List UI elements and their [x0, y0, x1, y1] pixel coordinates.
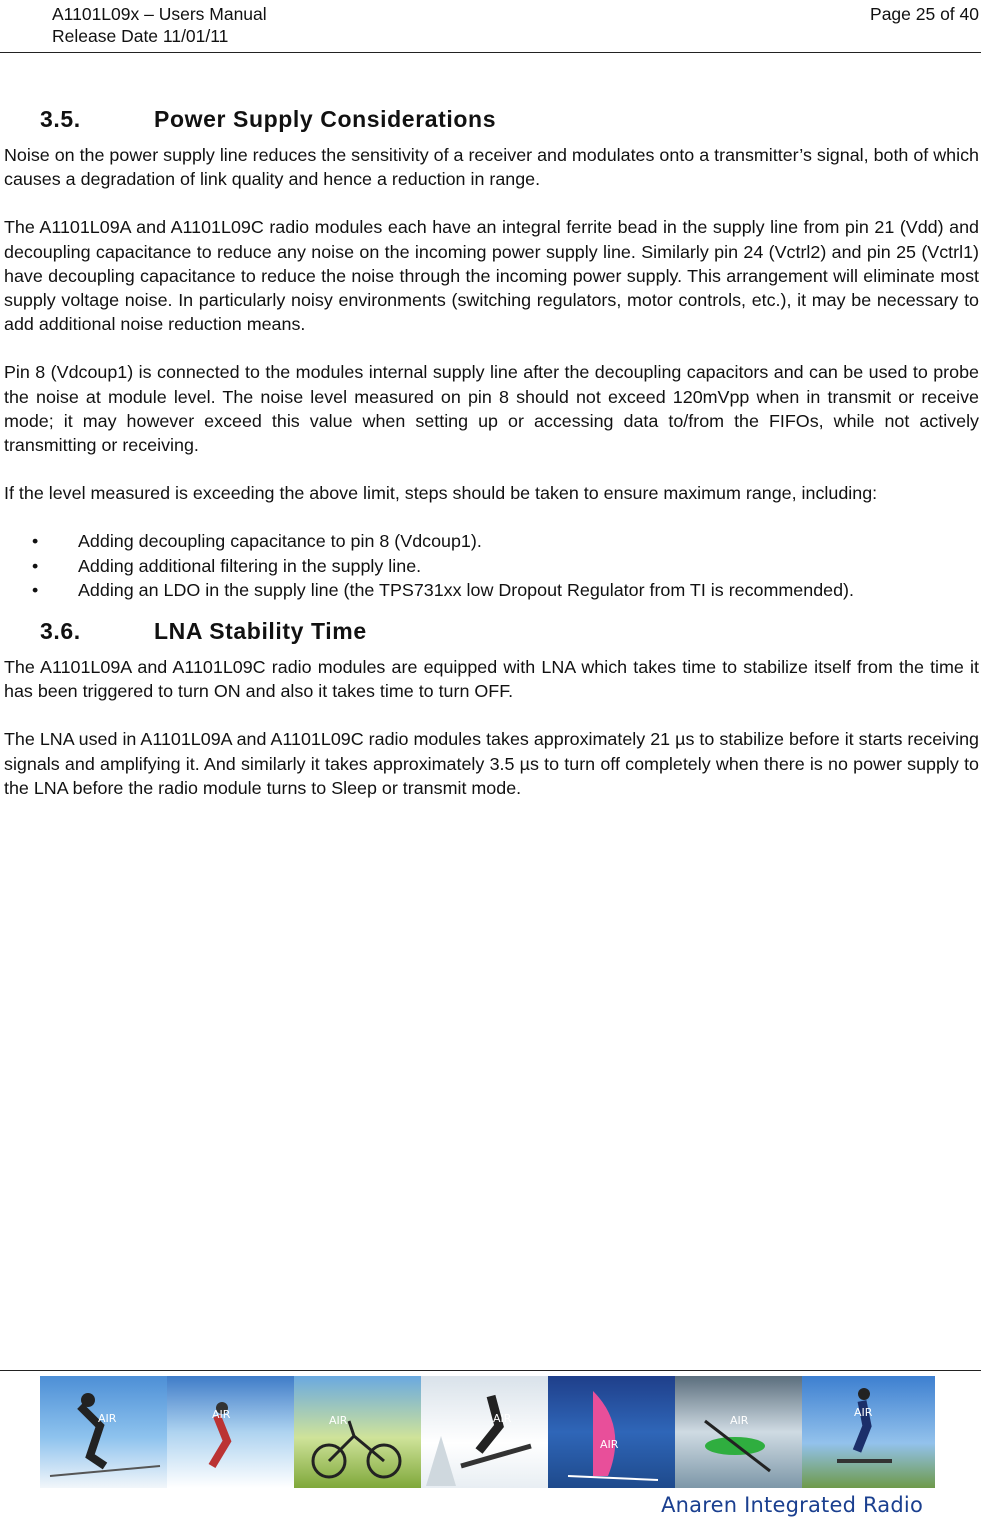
snowboarder-figure-icon — [421, 1376, 548, 1488]
bullet-icon: • — [32, 579, 39, 600]
list-item: • Adding additional filtering in the supply line. — [4, 554, 979, 578]
paragraph: If the level measured is exceeding the above limit, steps should be taken to ensure maximum range, including: — [4, 483, 878, 504]
section-heading-3-6 — [4, 616, 979, 646]
air-logo-text: AIR — [493, 1412, 512, 1425]
footer-banner — [40, 1376, 935, 1488]
banner-photo-snow-skier — [167, 1376, 294, 1488]
list-item: • Adding an LDO in the supply line (the TPS731xx low Dropout Regulator from TI is recommended). — [4, 578, 979, 602]
manual-title: A1101L09x – Users Manual — [52, 4, 267, 24]
paragraph: Noise on the power supply line reduces the sensitivity of a receiver and modulates onto a transmitter’s signal, both of which causes a degradation of link quality and hence a reduction in range. — [4, 145, 979, 190]
windsurf-sail-icon — [548, 1376, 675, 1488]
section-number: 3.5. — [40, 106, 81, 132]
skateboarder-figure-icon — [802, 1376, 935, 1488]
air-logo-text: AIR — [854, 1406, 873, 1419]
paragraph: The A1101L09A and A1101L09C radio modules are equipped with LNA which takes time to stabilize itself from the time it has been triggered to turn ON and also it takes time to turn OFF. — [4, 657, 979, 702]
section-title: Power Supply Considerations — [154, 106, 497, 132]
skier-figure-icon — [40, 1376, 167, 1488]
air-logo-text: AIR — [730, 1414, 749, 1427]
footer-divider — [0, 1370, 981, 1371]
banner-photo-skier — [40, 1376, 167, 1488]
banner-photo-skateboarder — [802, 1376, 935, 1488]
page-number: Page 25 of 40 — [870, 4, 979, 24]
header-left — [52, 3, 267, 47]
skier-figure-icon — [167, 1376, 294, 1488]
page-content — [4, 104, 979, 800]
section-number: 3.6. — [40, 618, 81, 645]
bicycle-icon — [294, 1376, 421, 1488]
paragraph: The A1101L09A and A1101L09C radio modules each have an integral ferrite bead in the supply line from pin 21 (Vdd) and decoupling capacitance to reduce any noise on the incoming power supply line. Similarly pin 24 (Vctrl2) and pin 25 (Vctrl1) have decoupling capacitance to reduce the noise through the incoming power supply. This arrangement will eliminate most supply voltage noise. In particularly noisy environments (switching regulators, motor controls, etc.), it may be necessary to add additional noise reduction means. — [4, 217, 979, 335]
list-item: • Adding decoupling capacitance to pin 8 (Vdcoup1). — [4, 529, 979, 553]
paragraph: The LNA used in A1101L09A and A1101L09C radio modules takes approximately 21 µs to stabilize before it starts receiving signals and amplifying it. And similarly it takes approximately 3.5 µs to turn off completely when there is no power supply to the LNA before the radio module turns to Sleep or transmit mode. — [4, 729, 979, 798]
banner-photo-kayaker — [675, 1376, 802, 1488]
air-logo-text: AIR — [212, 1408, 231, 1421]
section-title: LNA Stability Time — [154, 618, 367, 645]
air-logo-text: AIR — [329, 1414, 348, 1427]
release-date: Release Date 11/01/11 — [52, 26, 229, 46]
banner-photo-cyclist — [294, 1376, 421, 1488]
bullet-list — [4, 529, 979, 602]
air-logo-text: AIR — [98, 1412, 117, 1425]
bullet-icon: • — [32, 531, 39, 552]
air-logo-text: AIR — [600, 1438, 619, 1451]
section-heading-3-5 — [4, 104, 979, 134]
bullet-icon: • — [32, 555, 39, 576]
banner-photo-snowboarder — [421, 1376, 548, 1488]
brand-name: Anaren Integrated Radio — [661, 1493, 923, 1517]
kayak-icon — [675, 1376, 802, 1488]
paragraph: Pin 8 (Vdcoup1) is connected to the modules internal supply line after the decoupling capacitors and can be used to probe the noise at module level. The noise level measured on pin 8 should not exceed 120mVpp when in transmit or receive mode; it may however exceed this value when setting up or accessing data to/from the FIFOs, while not actively transmitting or receiving. — [4, 362, 979, 456]
page-header — [0, 0, 981, 53]
banner-photo-windsurfer — [548, 1376, 675, 1488]
